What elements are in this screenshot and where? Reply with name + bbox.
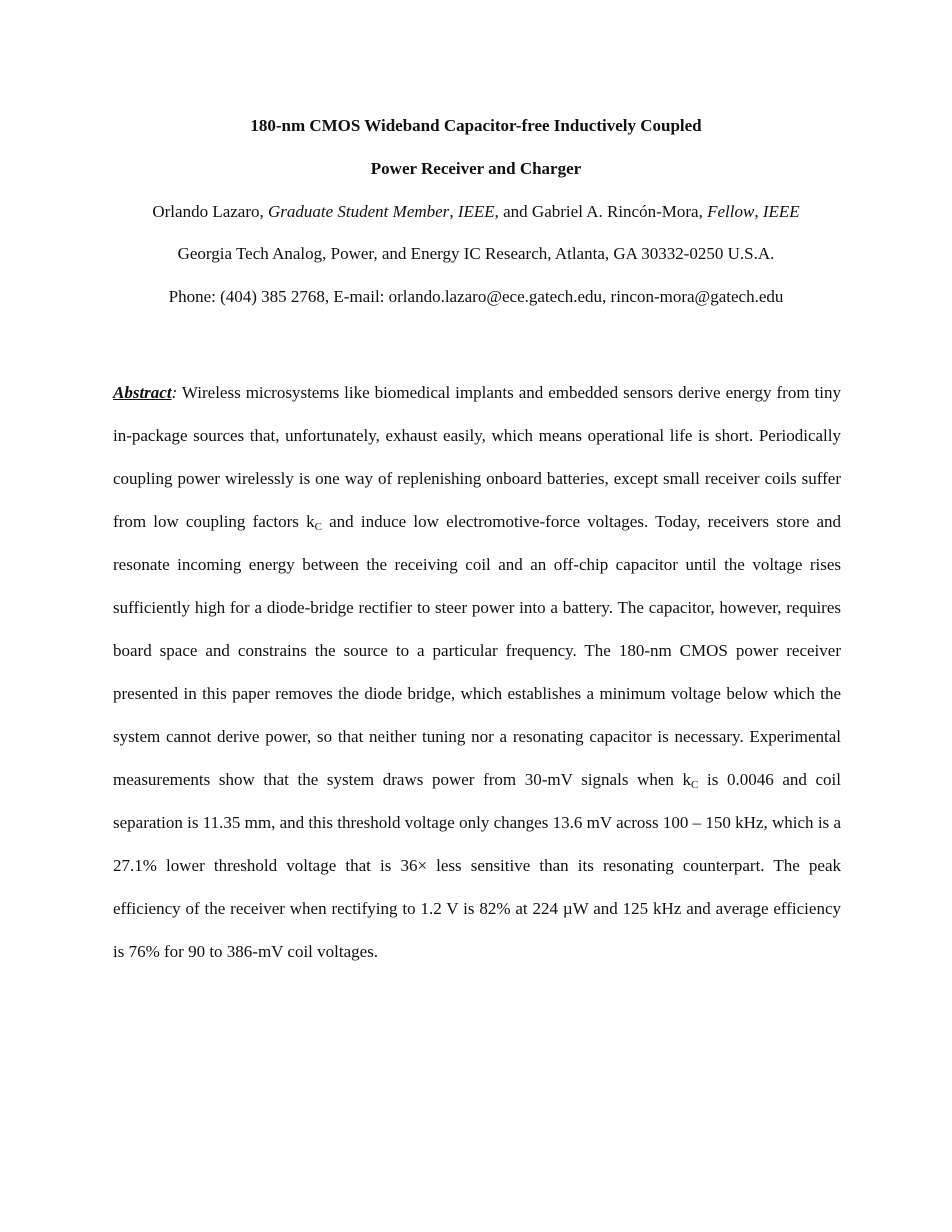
author1-separator: , — [449, 202, 458, 221]
paper-title-line-2: Power Receiver and Charger — [370, 159, 582, 178]
contact-info: Phone: (404) 385 2768, E-mail: orlando.lazaro@ece.gatech.edu, rincon-mora@gatech.edu — [168, 287, 784, 306]
abstract-text-3: is 0.0046 and coil separation is 11.35 mm, and this threshold voltage only changes 13.6 mV across 100 – 150 kHz, which is a 27.1% lower threshold voltage that is 36× less sensitive than its resonating counterpart. The peak efficiency of the receiver when rectifying to 1.2 V is 82% at 224 µW and 125 kHz and average efficiency is 76% for 90 to 386-mV coil voltages. — [113, 770, 841, 961]
author2-role: Fellow — [707, 202, 755, 221]
abstract-text-2: and induce low electromotive-force voltages. Today, receivers store and resonate incoming energy between the receiving coil and an off-chip capacitor until the voltage rises sufficiently high for a diode-bridge rectifier to steer power into a battery. The capacitor, however, requires board space and constrains the source to a particular frequency. The 180-nm CMOS power receiver presented in this paper removes the diode bridge, which establishes a minimum voltage below which the system cannot derive power, so that neither tuning nor a resonating capacitor is necessary. Experimental measurements show that the system draws power from 30-mV signals when k — [113, 512, 841, 789]
abstract-colon: : — [171, 383, 178, 402]
author1-name: Orlando Lazaro, — [152, 202, 268, 221]
author1-role: Graduate Student Member — [268, 202, 450, 221]
abstract-paragraph — [113, 371, 841, 973]
affiliation: Georgia Tech Analog, Power, and Energy IC Research, Atlanta, GA 30332-0250 U.S.A. — [177, 244, 775, 263]
author1-org: IEEE — [457, 202, 495, 221]
abstract-text-1: Wireless microsystems like biomedical implants and embedded sensors derive energy from tiny in-package sources that, unfortunately, exhaust easily, which means operational life is short. Periodically coupling power wirelessly is one way of replenishing onboard batteries, except small receiver coils suffer from low coupling factors k — [113, 383, 841, 531]
author2-org: IEEE — [762, 202, 800, 221]
author2-separator: , — [754, 202, 763, 221]
paper-title-line-1: 180-nm CMOS Wideband Capacitor-free Inductively Coupled — [250, 116, 702, 135]
coupling-subscript-2: C — [691, 779, 699, 791]
author-line — [0, 201, 952, 223]
author2-name: , and Gabriel A. Rincón-Mora, — [494, 202, 708, 221]
coupling-subscript-1: C — [314, 521, 322, 533]
abstract-label: Abstract — [113, 383, 172, 402]
